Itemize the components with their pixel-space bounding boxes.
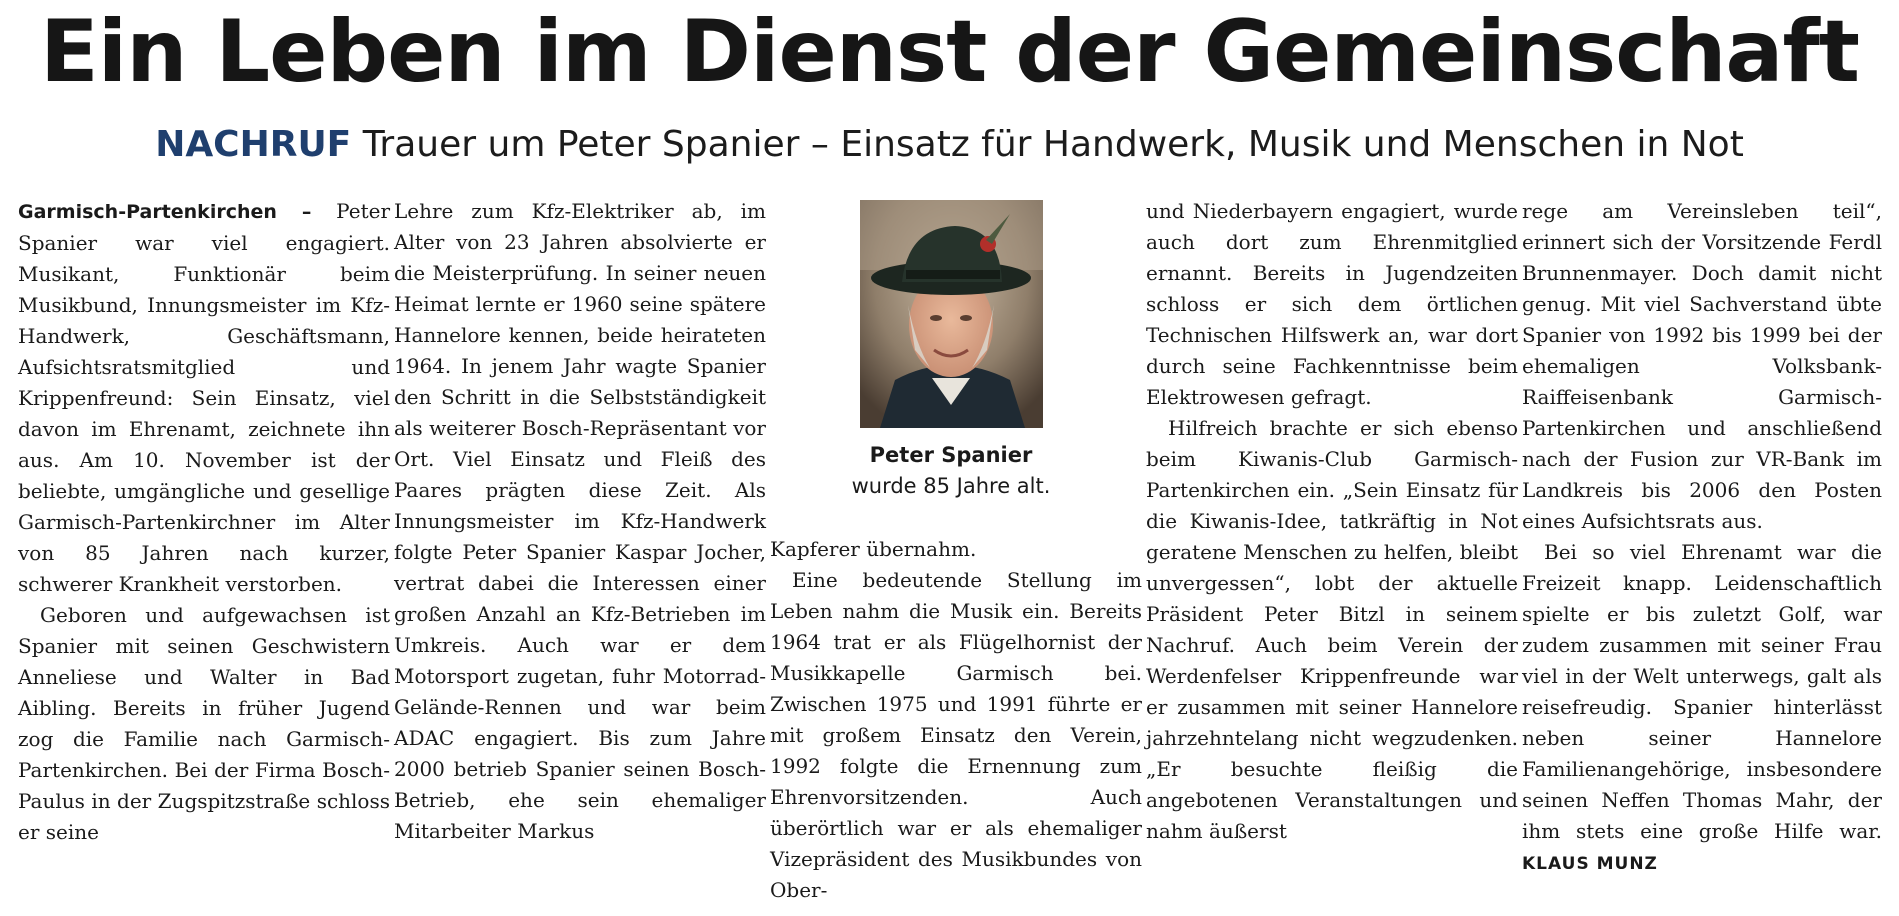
paragraph: Kapferer übernahm. <box>770 537 977 561</box>
lead-text: Peter Spanier war viel engagiert. Musikant, Funktionär beim Musikbund, Innungsmeister im Kfz-Handwerk, Geschäftsmann, Aufsichtsratsmitglied und Krippenfreund: Sein Einsatz, viel davon im Ehrenamt, zeichnete ihn aus. Am 10. November ist der beliebte, umgängliche und gesellige Garmisch-Partenkirchner im Alter von 85 Jahren nach kurzer, schwerer Krankheit verstorben. <box>18 199 390 596</box>
article-column-5 <box>1522 196 1882 880</box>
caption-text: wurde 85 Jahre alt. <box>851 474 1051 498</box>
paragraph <box>1522 537 1882 880</box>
portrait-photo <box>860 200 1043 428</box>
paragraph: Eine bedeutende Stellung im Leben nahm die Musik ein. Bereits 1964 trat er als Flügelhornist der Musikkapelle Garmisch bei. Zwischen 1975 und 1991 führte er mit großem Einsatz den Verein, 1992 folgte die Ernennung zum Ehrenvorsitzenden. Auch überörtlich war er als ehemaliger Vizepräsident des Musikbundes von Ober- <box>770 568 1142 902</box>
article-kicker: NACHRUF <box>155 124 352 165</box>
article-column-4 <box>1146 196 1518 847</box>
closing-text: Bei so viel Ehrenamt war die Freizeit knapp. Leidenschaftlich spielte er bis zuletzt Golf, war zudem zusammen mit seiner Frau viel in der Welt unterwegs, galt als reisefreudig. Spanier hinterlässt neben seiner Hannelore Familienangehörige, insbesondere seinen Neffen Thomas Mahr, der ihm stets eine große Hilfe war. <box>1522 540 1882 843</box>
article-column-1 <box>18 196 390 848</box>
paragraph: Lehre zum Kfz-Elektriker ab, im Alter von 23 Jahren absolvierte er die Meisterprüfung. In seiner neuen Heimat lernte er 1960 seine spätere Hannelore kennen, beide heirateten 1964. In jenem Jahr wagte Spanier den Schritt in die Selbstständigkeit als weiterer Bosch-Repräsentant vor Ort. Viel Einsatz und Fleiß des Paares prägten diese Zeit. Als Innungsmeister im Kfz-Handwerk folgte Peter Spanier Kaspar Jocher, vertrat dabei die Interessen einer großen Anzahl an Kfz-Betrieben im Umkreis. Auch war er dem Motorsport zugetan, fuhr Motorrad-Gelände-Rennen und war beim ADAC engagiert. Bis zum Jahre 2000 betrieb Spanier seinen Bosch-Betrieb, ehe sein ehemaliger Mitarbeiter Markus <box>394 199 766 843</box>
article-column-2 <box>394 196 766 847</box>
photo-caption <box>776 440 1126 502</box>
paragraph: rege am Vereinsleben teil“, erinnert sich der Vorsitzende Ferdl Brunnenmayer. Doch damit nicht genug. Mit viel Sachverstand übte Spanier von 1992 bis 1999 bei der ehemaligen Volksbank-Raiffeisenbank Garmisch-Partenkirchen und anschließend nach der Fusion zur VR-Bank im Landkreis bis 2006 den Posten eines Aufsichtsrats aus. <box>1522 199 1882 533</box>
lead-paragraph <box>18 196 390 600</box>
article-subheadline: Trauer um Peter Spanier – Einsatz für Handwerk, Musik und Menschen in Not <box>362 124 1744 165</box>
article-subheadline-line <box>0 120 1899 170</box>
paragraph: und Niederbayern engagiert, wurde auch dort zum Ehrenmitglied ernannt. Bereits in Jugendzeiten schloss er sich dem örtlichen Technischen Hilfswerk an, war dort durch seine Fachkenntnisse beim Elektrowesen gefragt. <box>1146 199 1518 409</box>
dateline: Garmisch-Partenkirchen – <box>18 201 312 223</box>
portrait-image <box>860 200 1043 428</box>
article-column-3 <box>770 534 1142 906</box>
paragraph: Hilfreich brachte er sich ebenso beim Kiwanis-Club Garmisch-Partenkirchen ein. „Sein Einsatz für die Kiwanis-Idee, tatkräftig in Not geratene Menschen zu helfen, bleibt unvergessen“, lobt der aktuelle Präsident Peter Bitzl in seinem Nachruf. Auch beim Verein der Werdenfelser Krippenfreunde war er zusammen mit seiner Hannelore jahrzehntelang nicht wegzudenken. „Er besuchte fleißig die angebotenen Veranstaltungen und nahm äußerst <box>1146 416 1518 843</box>
author-byline: KLAUS MUNZ <box>1522 854 1658 874</box>
caption-name: Peter Spanier <box>869 443 1033 467</box>
article-headline: Ein Leben im Dienst der Gemeinschaft <box>39 2 1859 102</box>
paragraph: Geboren und aufgewachsen ist Spanier mit seinen Geschwistern Anneliese und Walter in Bad Aibling. Bereits in früher Jugend zog die Familie nach Garmisch-Partenkirchen. Bei der Firma Bosch-Paulus in der Zugspitzstraße schloss er seine <box>18 603 390 844</box>
